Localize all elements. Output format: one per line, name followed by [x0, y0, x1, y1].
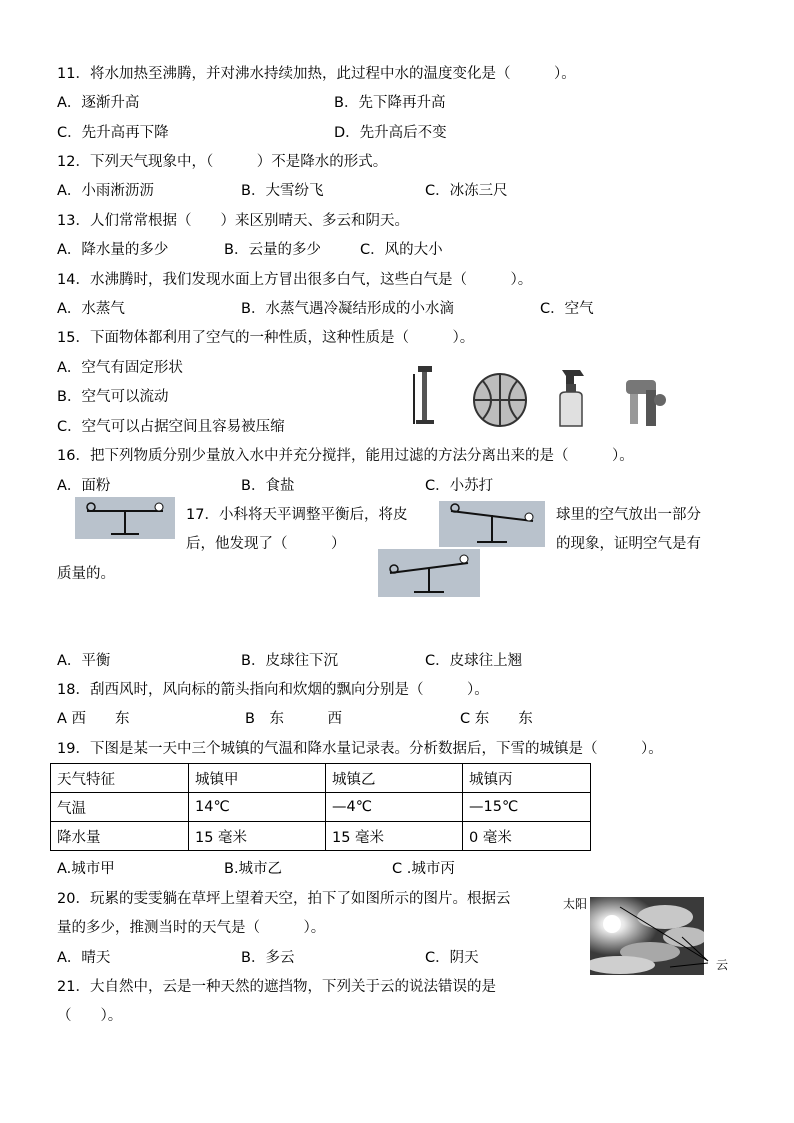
balance-tilted-image [439, 501, 545, 547]
q13-option-b[interactable]: B．云量的多少 [224, 242, 321, 258]
q18-option-b[interactable]: B 东 西 [245, 711, 342, 727]
q12-option-b[interactable]: B．大雪纷飞 [241, 183, 324, 199]
q16-option-b[interactable]: B．食盐 [241, 478, 295, 494]
q18-stem: 18．刮西风时，风向标的箭头指向和炊烟的飘向分别是（ ）。 [57, 682, 489, 698]
table-cell: 14℃ [189, 793, 326, 822]
table-cell: 气温 [51, 793, 189, 822]
q16-option-a[interactable]: A．面粉 [57, 478, 111, 494]
q14-option-c[interactable]: C．空气 [540, 301, 594, 317]
table-row [51, 764, 591, 793]
table-row [51, 793, 591, 822]
q15-stem: 15．下面物体都利用了空气的一种性质，这种性质是（ ）。 [57, 330, 475, 346]
q20-stem-line2: 量的多少，推测当时的天气是（ ）。 [57, 920, 326, 936]
q13-stem: 13．人们常常根据（ ）来区别晴天、多云和阴天。 [57, 213, 409, 229]
q11-option-b[interactable]: B．先下降再升高 [334, 95, 446, 111]
cloud-label: 云 [716, 958, 729, 972]
q17-stem-part3: 后，他发现了（ ） [186, 536, 346, 552]
q15-option-c[interactable]: C．空气可以占据空间且容易被压缩 [57, 419, 285, 435]
q21-stem-line2: （ ）。 [57, 1008, 123, 1024]
q13-option-c[interactable]: C．风的大小 [360, 242, 443, 258]
q17-stem-part1: 17．小科将天平调整平衡后，将皮 [186, 507, 408, 523]
q19-option-b[interactable]: B.城市乙 [224, 861, 283, 877]
weather-table [50, 763, 591, 851]
q18-option-a[interactable]: A 西 东 [57, 711, 130, 727]
q12-option-c[interactable]: C．冰冻三尺 [425, 183, 508, 199]
basketball-image [472, 372, 528, 428]
q17-option-a[interactable]: A．平衡 [57, 653, 111, 669]
q16-option-c[interactable]: C．小苏打 [425, 478, 494, 494]
table-row [51, 822, 591, 851]
q16-stem: 16．把下列物质分别少量放入水中并充分搅拌，能用过滤的方法分离出来的是（ ）。 [57, 448, 634, 464]
balance-tilted-other-image [378, 549, 480, 597]
q17-option-c[interactable]: C．皮球往上翘 [425, 653, 523, 669]
table-cell: —15℃ [463, 793, 591, 822]
table-cell: 15 毫米 [189, 822, 326, 851]
table-cell: 0 毫米 [463, 822, 591, 851]
q17-stem-part4: 的现象，证明空气是有 [556, 536, 701, 552]
q17-option-b[interactable]: B．皮球往下沉 [241, 653, 338, 669]
q14-option-b[interactable]: B．水蒸气遇冷凝结形成的小水滴 [241, 301, 454, 317]
q12-stem: 12．下列天气现象中，（ ）不是降水的形式。 [57, 154, 388, 170]
q21-stem-line1: 21．大自然中，云是一种天然的遮挡物，下列关于云的说法错误的是 [57, 979, 496, 995]
table-cell: 15 毫米 [326, 822, 463, 851]
q20-stem-line1: 20．玩累的雯雯躺在草坪上望着天空，拍下了如图所示的图片。根据云 [57, 891, 511, 907]
q17-stem-part2: 球里的空气放出一部分 [556, 507, 701, 523]
q14-stem: 14．水沸腾时，我们发现水面上方冒出很多白气，这些白气是（ ）。 [57, 272, 533, 288]
q14-option-a[interactable]: A．水蒸气 [57, 301, 125, 317]
table-cell: 降水量 [51, 822, 189, 851]
table-header-cell: 天气特征 [51, 764, 189, 793]
table-header-cell: 城镇甲 [189, 764, 326, 793]
sun-label: 太阳 [563, 897, 588, 911]
q12-option-a[interactable]: A．小雨淅沥沥 [57, 183, 154, 199]
q15-option-b[interactable]: B．空气可以流动 [57, 389, 169, 405]
q17-stem-part5: 质量的。 [57, 566, 115, 582]
q19-option-c[interactable]: C .城市丙 [392, 861, 455, 877]
q11-option-c[interactable]: C．先升高再下降 [57, 125, 169, 141]
pump-image [410, 364, 440, 426]
q11-option-a[interactable]: A．逐渐升高 [57, 95, 140, 111]
annotation-lines [590, 897, 720, 977]
balance-level-image [75, 497, 175, 539]
q18-option-c[interactable]: C 东 东 [460, 711, 533, 727]
q20-option-c[interactable]: C．阴天 [425, 950, 479, 966]
table-cell: —4℃ [326, 793, 463, 822]
table-header-cell: 城镇乙 [326, 764, 463, 793]
nail-gun-image [622, 372, 668, 430]
q19-option-a[interactable]: A.城市甲 [57, 861, 115, 877]
q15-option-a[interactable]: A．空气有固定形状 [57, 360, 183, 376]
q20-option-b[interactable]: B．多云 [241, 950, 295, 966]
table-header-cell: 城镇丙 [463, 764, 591, 793]
q11-stem: 11．将水加热至沸腾，并对沸水持续加热，此过程中水的温度变化是（ ）。 [57, 66, 576, 82]
q20-option-a[interactable]: A．晴天 [57, 950, 111, 966]
q11-option-d[interactable]: D．先升高后不变 [334, 125, 447, 141]
q13-option-a[interactable]: A．降水量的多少 [57, 242, 169, 258]
q19-stem: 19．下图是某一天中三个城镇的气温和降水量记录表。分析数据后，下雪的城镇是（ ）。 [57, 741, 663, 757]
spray-bottle-image [554, 366, 594, 430]
